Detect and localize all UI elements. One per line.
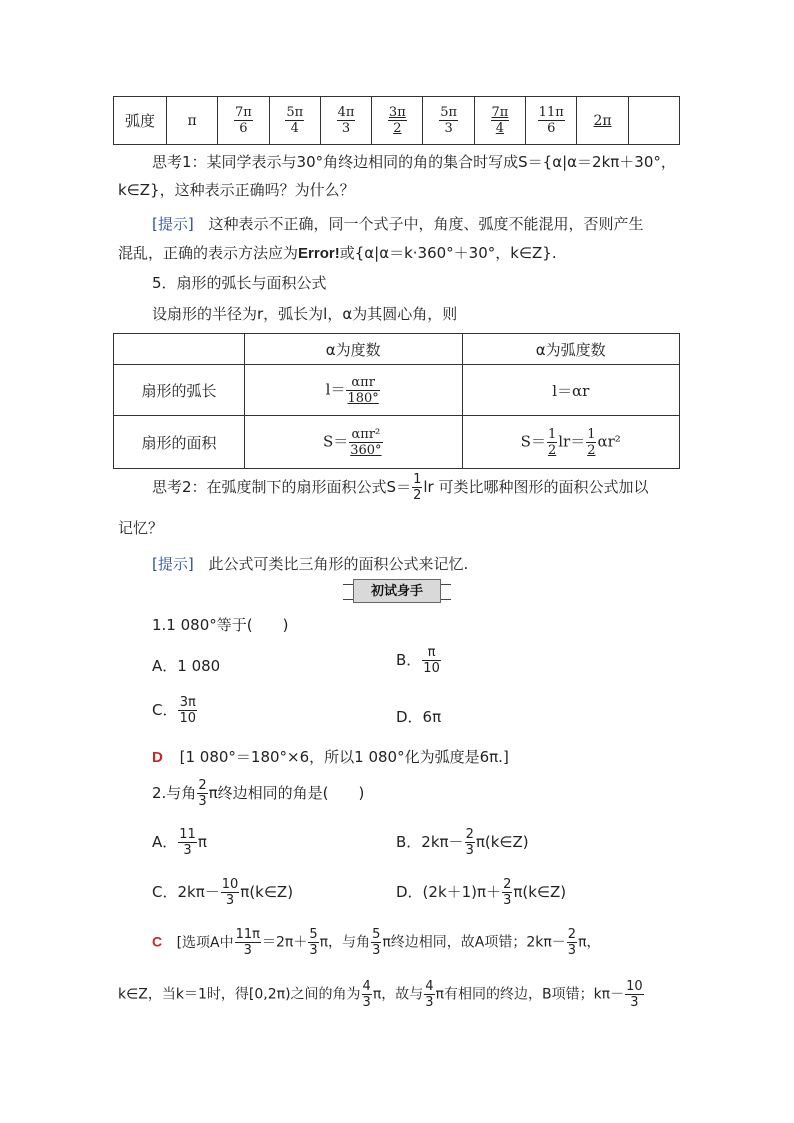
sector-head-deg: α为度数 bbox=[245, 334, 463, 365]
radian-cell: $\frac{5\pi}{3}$ bbox=[423, 97, 474, 145]
sector-head-empty bbox=[114, 334, 245, 365]
think1-line2: k∈Z}，这种表示正确吗？为什么？ bbox=[118, 181, 355, 199]
radian-cell: 2π bbox=[577, 97, 628, 145]
q1-option-b: B． $\frac{\pi}{10}$ bbox=[396, 645, 440, 676]
tip-tag: [提示] bbox=[152, 555, 194, 573]
q2-answer-line2: k∈Z，当k＝1时，得[0,2π)之间的角为 $\frac{4}{3}$ π，故与 $\frac{4}{3}$ π有相同的终边，B项错；kπ－ $\frac{10}{3}$ bbox=[118, 979, 643, 1010]
q1-option-d: D．6π bbox=[396, 708, 442, 726]
radian-cell: π bbox=[167, 97, 218, 145]
q2-option-d: D．(2k＋1)π＋ $\frac{2}{3}$ π(k∈Z) bbox=[396, 877, 567, 908]
radian-cell: $\frac{7\pi}{6}$ bbox=[218, 97, 269, 145]
radian-cell: $\frac{4\pi}{3}$ bbox=[320, 97, 371, 145]
think2-line1: 思考2：在弧度制下的扇形面积公式S＝ $\frac{1}{2}$ lr 可类比哪种图形的面积公式加以 bbox=[152, 472, 649, 503]
sector-table bbox=[113, 333, 680, 469]
radian-table bbox=[113, 96, 680, 145]
radian-row-label: 弧度 bbox=[114, 97, 167, 145]
radian-cell-empty bbox=[628, 97, 679, 145]
answer-letter: D bbox=[152, 749, 163, 766]
tip2-line: [提示] 此公式可类比三角形的面积公式来记忆. bbox=[152, 555, 469, 573]
q1-option-c: C． $\frac{3\pi}{10}$ bbox=[152, 695, 197, 726]
section5-intro: 设扇形的半径为r，弧长为l，α为其圆心角，则 bbox=[152, 305, 458, 323]
q2-option-a: A． $\frac{11}{3}$ π bbox=[152, 827, 207, 858]
answer-letter: C bbox=[152, 933, 163, 950]
radian-cell: $\frac{11\pi}{6}$ bbox=[526, 97, 577, 145]
think1-line1: 思考1：某同学表示与30°角终边相同的角的集合时写成S＝{α|α＝2kπ＋30°， bbox=[152, 153, 676, 171]
tip1-line1: [提示] 这种表示不正确，同一个式子中，角度、弧度不能混用，否则产生 bbox=[152, 215, 644, 233]
tip-tag: [提示] bbox=[152, 215, 194, 233]
q1-option-a: A．1 080 bbox=[152, 657, 221, 675]
radian-cell: $\frac{5\pi}{4}$ bbox=[269, 97, 320, 145]
sector-area-rad: S＝ $\frac{1}{2}$ lr＝ $\frac{1}{2}$ αr² bbox=[462, 416, 680, 469]
sector-area-deg: S＝ $\frac{\text{απr²}}{360^\circ}$ bbox=[245, 416, 463, 469]
think2-line2: 记忆？ bbox=[118, 519, 164, 537]
q2-option-c: C．2kπ－ $\frac{10}{3}$ π(k∈Z) bbox=[152, 877, 294, 908]
radian-cell: $\frac{7\pi}{4}$ bbox=[474, 97, 525, 145]
q2-answer-line1: C [选项A中 $\frac{11\pi}{3}$ ＝2π＋ $\frac{5}{3}$ π，与角 $\frac{5}{3}$ π终边相同，故A项错；2kπ－ $\frac{2}{3}$ π， bbox=[152, 927, 601, 958]
section-banner-label: 初试身手 bbox=[353, 579, 441, 603]
radian-cell: $\frac{3\pi}{2}$ bbox=[372, 97, 423, 145]
section5-title: 5．扇形的弧长与面积公式 bbox=[152, 274, 327, 292]
sector-row-area: 扇形的面积 bbox=[114, 416, 245, 469]
q1-stem: 1.1 080°等于( ) bbox=[152, 616, 289, 634]
sector-arc-rad: l＝αr bbox=[462, 365, 680, 416]
q2-option-b: B．2kπ－ $\frac{2}{3}$ π(k∈Z) bbox=[396, 827, 529, 858]
sector-row-arc: 扇形的弧长 bbox=[114, 365, 245, 416]
section-banner bbox=[343, 584, 451, 600]
sector-arc-deg: l＝ $\frac{\text{απr}}{180^\circ}$ bbox=[245, 365, 463, 416]
q2-stem: 2.与角 $\frac{2}{3}$ π终边相同的角是( ) bbox=[152, 778, 365, 809]
tip1-line2: 混乱，正确的表示方法应为Error!或{α|α＝k·360°＋30°，k∈Z}. bbox=[118, 244, 557, 262]
q1-answer: D [1 080°＝180°×6，所以1 080°化为弧度是6π.] bbox=[152, 748, 509, 766]
sector-head-rad: α为弧度数 bbox=[462, 334, 680, 365]
